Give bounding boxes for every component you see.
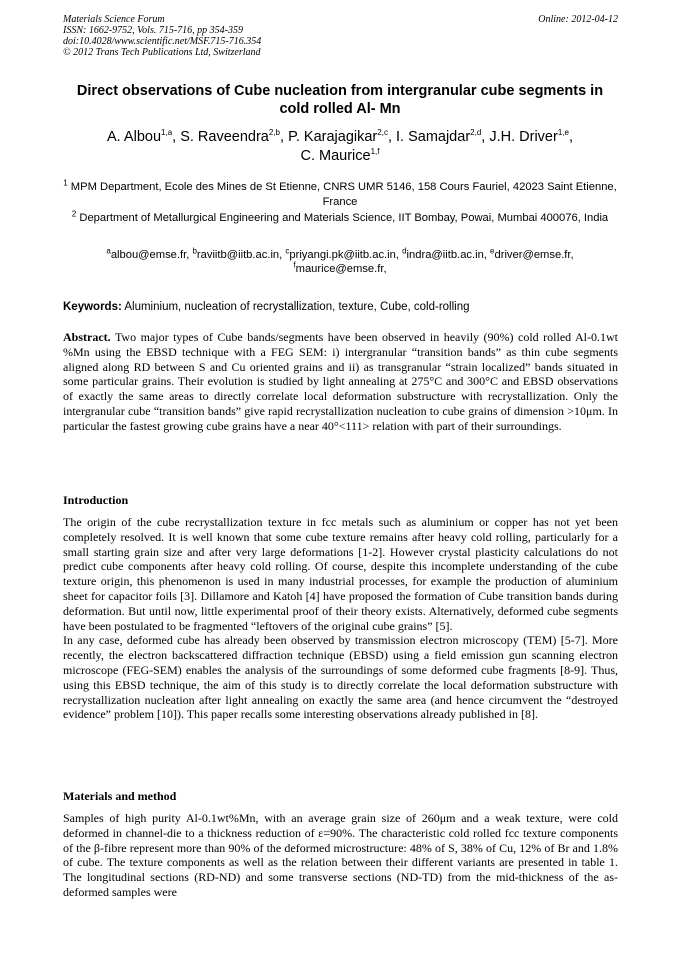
paragraph: In any case, deformed cube has already been observed by transmission electron microscopy (TEM) [5-7]. More recently, the electron backscattered diffraction technique (EBSD) using a field emission gun scanning electron microscope (FEG-SEM) enables the analysis of the surroundings of some deformed cube fragments [8-9]. Thus, using this EBSD technique, the aim of this study is to directly correlate the local deformation substructure with recrystallization nucleation after light annealing on exactly the same area (and hence circumvent the “destroyed evidence” problem [10]). This paper recalls some interesting observations already published in [8]. [63,633,618,722]
journal-header [63,14,618,58]
journal-doi: doi:10.4028/www.scientific.net/MSF.715-716.354 [63,36,262,47]
email-link[interactable]: raviitb@iitb.ac.in, [196,249,286,261]
email-link[interactable]: indra@iitb.ac.in, [406,249,491,261]
email-list: $^a$albou@emse.fr, $^b$raviitb@iitb.ac.in, $^c$priyangi.pk@iitb.ac.in, $^d$indra@iitb.ac.in, $^e$driver@emse.fr, $^f$maurice@emse.fr, [106,246,574,275]
materials-heading: Materials and method [63,789,177,803]
keywords [63,300,618,314]
affiliation: $^2$ Department of Metallurgical Engineering and Materials Science, IIT Bombay, Powai, Mumbai 400076, India [71,209,609,224]
abstract [63,330,618,434]
keywords-text: Aluminium, nucleation of recrystallization, texture, Cube, cold-rolling [121,301,470,313]
author-list [62,128,618,166]
email-link[interactable]: maurice@emse.fr, [295,263,387,275]
paragraph: The origin of the cube recrystallization texture in fcc metals such as aluminium or copper has not yet been completely resolved. It is well known that some cube texture remains after heavy cold rolling, particularly for a small starting grain size and after very large deformations [1-2]. However crystal plasticity calculations do not predict cube components after heavy cold rolling. Of course, despite this incomplete understanding of the cube texture origin, this phenomenon is used in many industrial processes, for example the production of aluminium sheet for capacitor foils [3]. Dillamore and Katoh [4] have proposed the formation of Cube transition bands during deformation. But until now, little experimental proof of their theory exists. Alternatively, deformed cube segments have been postulated to be fragmented “leftovers of the original cube grains” [5]. [63,515,618,633]
author: I. Samajdar$^{2,d}$, [396,128,490,145]
online-date: Online: 2012-04-12 [538,14,618,25]
email-link[interactable]: albou@emse.fr, [110,249,193,261]
affiliation-list [62,180,618,228]
journal-issn: ISSN: 1662-9752, Vols. 715-716, pp 354-359 [63,25,243,36]
introduction-body [63,515,618,722]
email-link[interactable]: driver@emse.fr, [494,249,574,261]
author: P. Karajagikar$^{2,c}$, [288,128,396,145]
paper-title: Direct observations of Cube nucleation from intergranular cube segments in cold rolled Al- Mn [76,83,604,117]
journal-name: Materials Science Forum [63,14,165,25]
abstract-label: Abstract. [63,330,111,344]
materials-body [63,811,618,900]
abstract-text: Two major types of Cube bands/segments have been observed in heavily (90%) cold rolled Al-0.1wt %Mn using the EBSD technique with a FEG SEM: i) intergranular “transition bands” as thin cube segments aligned along RD between S and Cu oriented grains and ii) as transgranular “strain localized” bands situated in some particular grains. Their evolution is studied by light annealing at 275°C and 300°C and EBSD observations of exactly the same areas to directly correlate local deformation substructure with recrystallization. Only the intergranular cube “transition bands” give rapid recrystallization nucleation to cube grains of dimension >10μm. In particular the fastest growing cube grains have a near 40°<111> relation with part of their surroundings. [63,330,618,433]
affiliation: $^1$ MPM Department, Ecole des Mines de St Etienne, CNRS UMR 5146, 158 Cours Fauriel, 42023 Saint Etienne, France [63,178,617,208]
author: S. Raveendra$^{2,b}$, [180,128,289,145]
author: J.H. Driver$^{1,e}$, [489,128,573,145]
introduction-heading: Introduction [63,493,129,507]
email-link[interactable]: priyangi.pk@iitb.ac.in, [289,249,403,261]
author: C. Maurice$^{1,f}$ [300,147,380,164]
paragraph: Samples of high purity Al-0.1wt%Mn, with an average grain size of 260μm and a weak texture, were cold deformed in channel-die to a thickness reduction of ε=90%. The characteristic cold rolled fcc texture components of the β-fibre represent more than 90% of the deformed microstructure: 48% of S, 38% of Cu, 12% of Br and 1.8% of cube. The texture components as well as the relation between their different variants are presented in table 1. The longitudinal sections (RD-ND) and some transverse sections (ND-TD) from the mid-thickness of the as-deformed samples were [63,811,618,899]
author: A. Albou$^{1,a}$, [107,128,181,145]
journal-copyright: © 2012 Trans Tech Publications Ltd, Switzerland [63,47,261,58]
keywords-label: Keywords: [63,301,122,313]
